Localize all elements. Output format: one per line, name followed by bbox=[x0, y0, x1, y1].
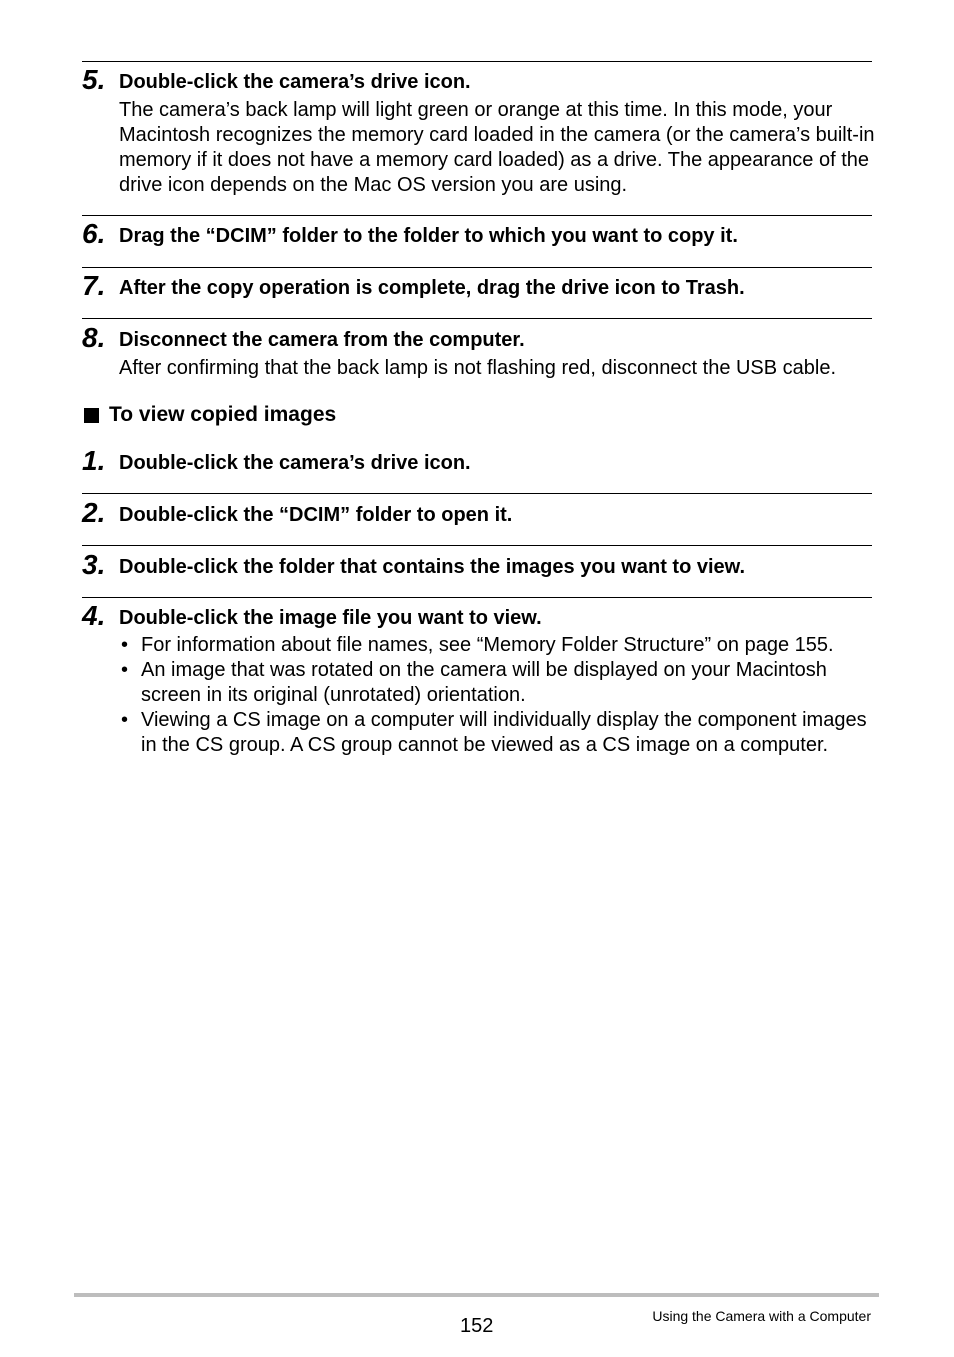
step-title: Drag the “DCIM” folder to the folder to which you want to copy it. bbox=[119, 225, 738, 247]
section-heading-text: To view copied images bbox=[109, 403, 337, 426]
step-title: Double-click the folder that contains the images you want to view. bbox=[119, 556, 746, 578]
square-bullet-icon bbox=[84, 408, 99, 423]
step-number: 8. bbox=[82, 322, 106, 353]
step-title: Disconnect the camera from the computer. bbox=[119, 329, 525, 351]
bullet-list bbox=[119, 633, 879, 758]
step-number: 5. bbox=[82, 64, 106, 95]
step-number: 4. bbox=[82, 600, 106, 631]
page-number: 152 bbox=[460, 1315, 494, 1337]
list-item-text: An image that was rotated on the camera will be displayed on your Macintosh screen in its original (unrotated) orientation. bbox=[141, 659, 827, 706]
separator bbox=[82, 267, 872, 268]
step-title: Double-click the image file you want to view. bbox=[119, 607, 542, 629]
step-description: After confirming that the back lamp is not flashing red, disconnect the USB cable. bbox=[119, 357, 837, 379]
separator bbox=[82, 61, 872, 62]
step-number: 1. bbox=[82, 445, 106, 476]
step-number: 3. bbox=[82, 549, 106, 580]
step-title: Double-click the camera’s drive icon. bbox=[119, 71, 471, 93]
section-heading bbox=[84, 402, 336, 428]
list-item: • An image that was rotated on the camera will be displayed on your Macintosh screen in its original (unrotated) orientation. bbox=[121, 659, 827, 706]
list-item-text: For information about file names, see “Memory Folder Structure” on page 155. bbox=[141, 634, 834, 656]
step-number: 6. bbox=[82, 218, 106, 249]
step-title: After the copy operation is complete, drag the drive icon to Trash. bbox=[119, 277, 745, 299]
list-item: • For information about file names, see “Memory Folder Structure” on page 155. bbox=[121, 634, 834, 656]
separator bbox=[82, 493, 872, 494]
step-description: The camera’s back lamp will light green or orange at this time. In this mode, your Macintosh recognizes the memory card loaded in the camera (or the camera’s built-in memory if it does not have a memory card loaded) as a drive. The appearance of the drive icon depends on the Mac OS version you are using. bbox=[119, 99, 875, 196]
separator bbox=[82, 318, 872, 319]
chapter-title: Using the Camera with a Computer bbox=[652, 1308, 871, 1324]
step-title: Double-click the camera’s drive icon. bbox=[119, 452, 471, 474]
separator bbox=[82, 545, 872, 546]
separator bbox=[82, 597, 872, 598]
step-number: 2. bbox=[82, 497, 106, 528]
step-number: 7. bbox=[82, 270, 106, 301]
list-item-text: Viewing a CS image on a computer will individually display the component images in the CS group. A CS group cannot be viewed as a CS image on a computer. bbox=[141, 709, 867, 756]
footer-rule bbox=[74, 1293, 879, 1297]
separator bbox=[82, 215, 872, 216]
step-title: Double-click the “DCIM” folder to open it. bbox=[119, 504, 513, 526]
list-item: • Viewing a CS image on a computer will individually display the component images in the CS group. A CS group cannot be viewed as a CS image on a computer. bbox=[121, 709, 867, 756]
